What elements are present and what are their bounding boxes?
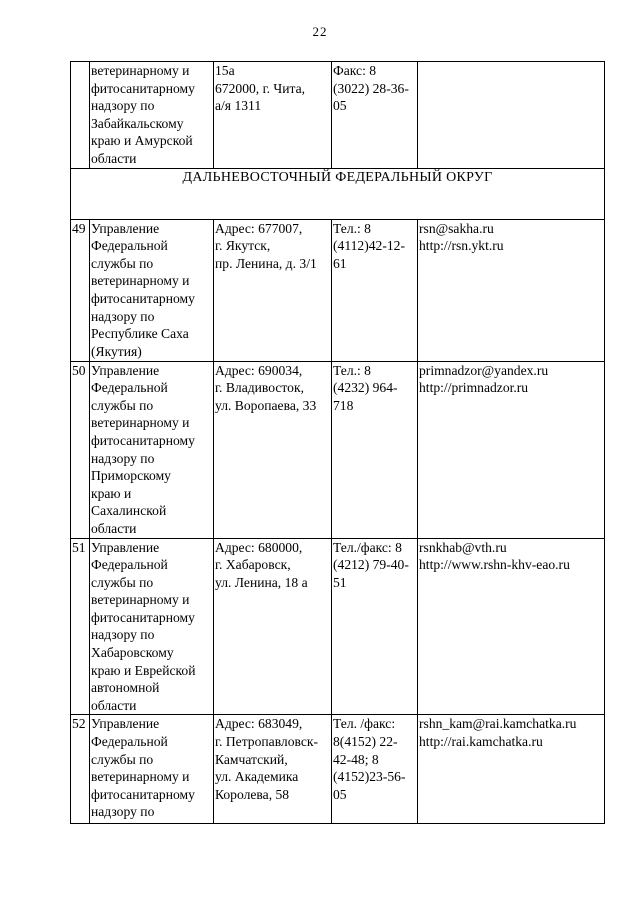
name-line: ветеринарному и (91, 592, 190, 608)
address-line: ул. Академика (215, 769, 299, 785)
name-line: краю и Амурской (91, 133, 193, 149)
name-line: Федеральной (91, 557, 168, 573)
name-line: надзору по (91, 627, 155, 643)
row-number: 50 (71, 361, 90, 538)
phone-line: Тел.: 8 (333, 362, 371, 378)
row-number: 49 (71, 219, 90, 361)
email-cell (418, 715, 605, 824)
name-line: фитосанитарному (91, 432, 195, 448)
address-line: Адрес: 680000, (215, 539, 303, 555)
address-cell (214, 715, 332, 824)
name-line: ветеринарному и (91, 415, 190, 431)
phone-line: 61 (333, 255, 347, 271)
name-line: Хабаровскому (91, 645, 174, 661)
name-line: фитосанитарному (91, 290, 195, 306)
name-line: службы по (91, 255, 154, 271)
continuation-email-cell (418, 62, 605, 169)
name-line: краю и Еврейской (91, 662, 196, 678)
name-line: Управление (91, 220, 160, 236)
district-heading-row (71, 168, 605, 219)
phone-line: 05 (333, 786, 347, 802)
phone-line: Тел./факс: 8 (333, 539, 402, 555)
continuation-phone-cell (332, 62, 418, 169)
name-line: области (91, 520, 137, 536)
continuation-num-cell (71, 62, 90, 169)
name-line: надзору по (91, 308, 155, 324)
name-line: Забайкальскому (91, 115, 184, 131)
address-line: г. Хабаровск, (215, 557, 291, 573)
name-line: Управление (91, 539, 160, 555)
phone-line: 05 (333, 98, 347, 114)
name-line: службы по (91, 751, 154, 767)
phone-line: (4112)42-12- (333, 238, 405, 254)
name-line: Федеральной (91, 734, 168, 750)
name-line: Республике Саха (91, 326, 189, 342)
address-cell (214, 538, 332, 715)
name-line: службы по (91, 574, 154, 590)
name-line: ветеринарному и (91, 63, 190, 78)
continuation-row (71, 62, 605, 169)
phone-line: Тел. /факс: (333, 716, 396, 732)
address-line: Адрес: 683049, (215, 716, 303, 732)
name-cell (90, 715, 214, 824)
address-line: Королева, 58 (215, 786, 290, 802)
name-line: краю и (91, 485, 132, 501)
address-line: г. Владивосток, (215, 380, 304, 396)
address-line: г. Петропавловск- (215, 734, 319, 750)
name-line: фитосанитарному (91, 80, 195, 96)
name-line: Управление (91, 716, 160, 732)
address-line: ул. Воропаева, 33 (215, 397, 317, 413)
name-line: области (91, 150, 137, 166)
phone-line: Тел.: 8 (333, 220, 371, 236)
email-link[interactable]: rsnkhab@vth.ru (419, 539, 507, 555)
name-line: фитосанитарному (91, 609, 195, 625)
website-link[interactable]: http://rai.kamchatka.ru (419, 734, 543, 750)
row-number: 52 (71, 715, 90, 824)
address-cell (214, 361, 332, 538)
address-line: ул. Ленина, 18 а (215, 574, 308, 590)
website-link[interactable]: http://primnadzor.ru (419, 380, 529, 396)
phone-line: 42-48; 8 (333, 751, 379, 767)
phone-line: (3022) 28-36- (333, 80, 409, 96)
address-line: г. Якутск, (215, 238, 271, 254)
name-line: Федеральной (91, 238, 168, 254)
email-link[interactable]: rsn@sakha.ru (419, 220, 494, 236)
table-row (71, 538, 605, 715)
name-cell (90, 361, 214, 538)
phone-line: (4212) 79-40- (333, 557, 409, 573)
phone-line: (4152)23-56- (333, 769, 406, 785)
name-line: ветеринарному и (91, 769, 190, 785)
email-cell (418, 219, 605, 361)
name-line: области (91, 697, 137, 713)
address-cell (214, 219, 332, 361)
district-heading: ДАЛЬНЕВОСТОЧНЫЙ ФЕДЕРАЛЬНЫЙ ОКРУГ (71, 168, 605, 219)
name-line: Управление (91, 362, 160, 378)
name-line: службы по (91, 397, 154, 413)
email-cell (418, 361, 605, 538)
name-cell (90, 538, 214, 715)
name-line: надзору по (91, 804, 155, 820)
phone-cell (332, 219, 418, 361)
table-row (71, 219, 605, 361)
registry-table (70, 61, 605, 824)
phone-line: 718 (333, 397, 354, 413)
phone-line: 8(4152) 22- (333, 734, 398, 750)
table-row (71, 715, 605, 824)
name-line: Федеральной (91, 380, 168, 396)
phone-cell (332, 361, 418, 538)
name-line: Приморскому (91, 468, 171, 484)
address-line: 15а (215, 63, 235, 78)
email-link[interactable]: primnadzor@yandex.ru (419, 362, 549, 378)
phone-line: Факс: 8 (333, 63, 377, 78)
phone-cell (332, 715, 418, 824)
address-line: 672000, г. Чита, (215, 80, 306, 96)
page-number: 22 (312, 24, 328, 39)
address-line: Адрес: 677007, (215, 220, 303, 236)
name-line: автономной (91, 680, 160, 696)
name-line: Сахалинской (91, 503, 167, 519)
email-cell (418, 538, 605, 715)
phone-cell (332, 538, 418, 715)
continuation-name-cell (90, 62, 214, 169)
name-line: (Якутия) (91, 343, 142, 359)
continuation-address-cell (214, 62, 332, 169)
row-number: 51 (71, 538, 90, 715)
phone-line: 51 (333, 574, 347, 590)
name-line: ветеринарному и (91, 273, 190, 289)
address-line: Камчатский, (215, 751, 288, 767)
email-link[interactable]: rshn_kam@rai.kamchatka.ru (419, 716, 577, 732)
address-line: пр. Ленина, д. 3/1 (215, 255, 317, 271)
website-link[interactable]: http://rsn.ykt.ru (419, 238, 504, 254)
address-line: а/я 1311 (215, 98, 262, 114)
name-cell (90, 219, 214, 361)
phone-line: (4232) 964- (333, 380, 398, 396)
name-line: надзору по (91, 98, 155, 114)
name-line: фитосанитарному (91, 786, 195, 802)
website-link[interactable]: http://www.rshn-khv-eao.ru (419, 557, 570, 573)
address-line: Адрес: 690034, (215, 362, 303, 378)
table-row (71, 361, 605, 538)
name-line: надзору по (91, 450, 155, 466)
